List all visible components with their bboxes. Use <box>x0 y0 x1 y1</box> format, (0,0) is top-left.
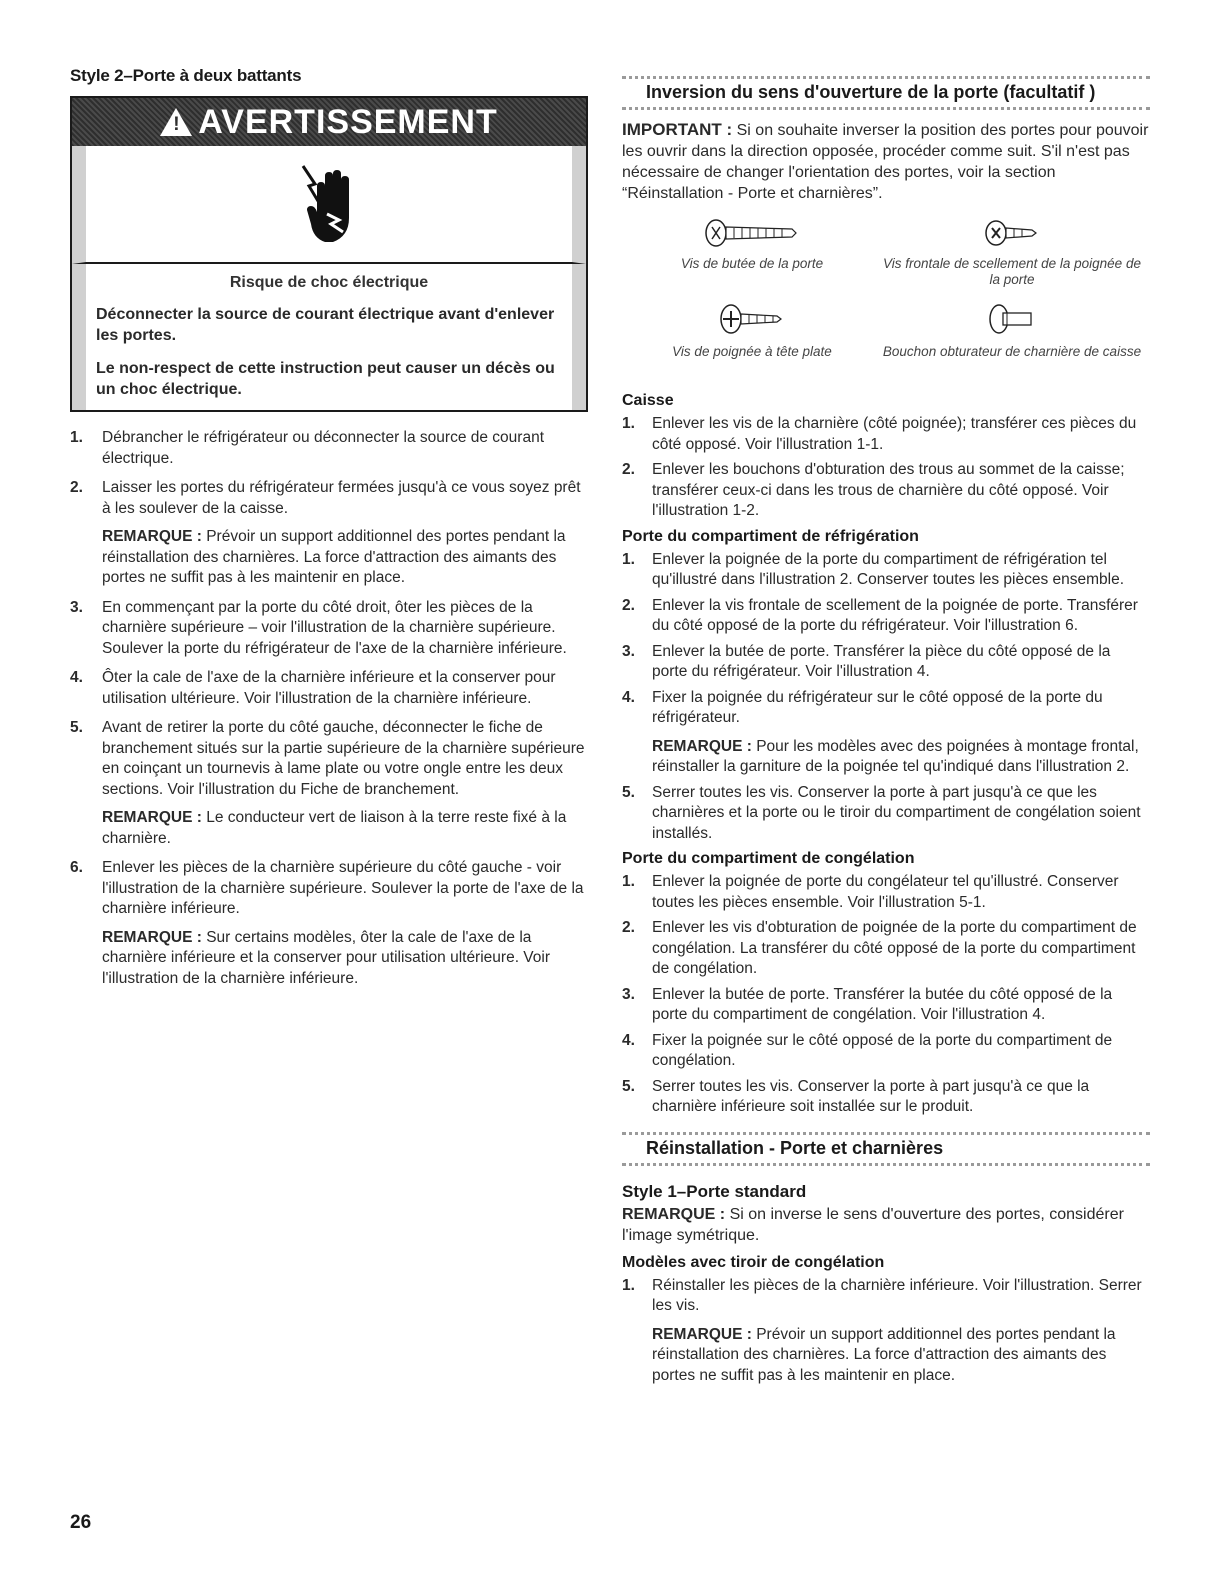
note: REMARQUE : Le conducteur vert de liaison à la terre reste fixé à la charnière. <box>102 809 567 847</box>
left-column <box>70 66 590 998</box>
note: REMARQUE : Prévoir un support additionnel des portes pendant la réinstallation des charnières. La force d'attraction des aimants des portes ne suffit pas à les maintenir en place. <box>102 528 566 586</box>
list-item: 4. Ôter la cale de l'axe de la charnière inférieure et la conserver pour utilisation ultérieure. Voir l'illustration de la charnière inférieure. <box>70 669 556 707</box>
warning-risk: Risque de choc électrique <box>229 274 429 291</box>
section-title-inversion: Inversion du sens d'ouverture de la porte (facultatif ) <box>622 76 1150 110</box>
list-item: 5. Avant de retirer la porte du côté gauche, déconnecter le fiche de branchement situés sur la partie supérieure de la charnière supérieure en coinçant un tournevis à lame plate ou votre ongle entre les deux sections. Voir l'illustration du Fiche de branchement. REMARQUE : Le conducteur vert de liaison à la terre reste fixé à la charnière. <box>70 718 590 849</box>
style-1-heading: Style 1–Porte standard <box>622 1181 807 1201</box>
note: REMARQUE : Prévoir un support additionnel des portes pendant la réinstallation des charnières. La force d'attraction des aimants des portes ne suffit pas à les maintenir en place. <box>652 1325 1116 1384</box>
list-item: 4. Fixer la poignée sur le côté opposé de la porte du compartiment de congélation. <box>622 1031 1113 1069</box>
freezer-door-heading: Porte du compartiment de congélation <box>622 850 915 867</box>
list-item: 1. Enlever la poignée de la porte du compartiment de réfrigération tel qu'illustré dans l'illustration 2. Conserver toutes les pièces ensemble. <box>622 550 1125 588</box>
part-flat-head-screw: Vis de poignée à tête plate <box>622 302 882 386</box>
list-item: 3. Enlever la butée de porte. Transférer la butée du côté opposé de la porte du compartiment de congélation. Voir l'illustration 4. <box>622 985 1113 1023</box>
list-item: 6. Enlever les pièces de la charnière supérieure du côté gauche - voir l'illustration de la charnière supérieure. Soulever la porte de l'axe de la charnière inférieure. REMARQUE : Sur certains modèles, ôter la cale de l'axe de la charnière inférieure et la conserver pour utilisation ultérieure. Voir l'illustration de la charnière inférieure. <box>70 858 590 989</box>
section-title-reinstallation: Réinstallation - Porte et charnières <box>622 1132 1150 1166</box>
important-intro: IMPORTANT : Si on souhaite inverser la position des portes pour pouvoir les ouvrir dans la direction opposée, procéder comme suit. S'il n'est pas nécessaire de changer l'orientation des portes, voir la section “Réinstallation - Porte et charnières”. <box>622 120 1149 202</box>
list-item: 4. Fixer la poignée du réfrigérateur sur le côté opposé de la porte du réfrigérateur. REMARQUE : Pour les modèles avec des poignées à montage frontal, réinstaller la garniture de la poignée tel qu'indiqué dans l'illustration 2. <box>622 688 1150 778</box>
list-item: 2. Laisser les portes du réfrigérateur fermées jusqu'à ce vous soyez prêt à les soulever de la caisse. REMARQUE : Prévoir un support additionnel des portes pendant la réinstallation des charnières. La force d'attraction des aimants des portes ne suffit pas à les maintenir en place. <box>70 478 590 589</box>
freezer-door-steps <box>622 872 1150 1118</box>
refrigeration-door-heading: Porte du compartiment de réfrigération <box>622 527 919 545</box>
door-stop-screw-icon <box>702 218 802 248</box>
style-1-note: REMARQUE : Si on inverse le sens d'ouverture des portes, considérer l'image symétrique. <box>622 1205 1124 1244</box>
note: REMARQUE : Sur certains modèles, ôter la cale de l'axe de la charnière inférieure et la conserver pour utilisation ultérieure. Voir l'illustration de la charnière inférieure. <box>102 928 551 987</box>
part-door-stop-screw: Vis de butée de la porte <box>622 218 882 302</box>
door-removal-steps <box>70 428 590 989</box>
list-item: 2. Enlever la vis frontale de scellement de la poignée de porte. Transférer du côté opposé de la porte du réfrigérateur. Voir l'illustration 6. <box>622 596 1138 634</box>
list-item: 1. Débrancher le réfrigérateur ou déconnecter la source de courant électrique. <box>70 429 545 467</box>
warning-header <box>72 98 586 146</box>
flat-head-screw-icon <box>717 302 787 336</box>
part-hinge-plug: Bouchon obturateur de charnière de caisse <box>882 302 1142 386</box>
warning-triangle-icon <box>160 108 192 136</box>
caisse-steps <box>622 414 1150 522</box>
warning-consequence: Le non-respect de cette instruction peut causer un décès ou un choc électrique. <box>96 360 555 398</box>
list-item: 5. Serrer toutes les vis. Conserver la porte à part jusqu'à ce que les charnières et la porte ou le tiroir du compartiment de congélation soient installés. <box>622 783 1141 842</box>
list-item: 3. Enlever la butée de porte. Transférer la pièce du côté opposé de la porte du réfrigérateur. Voir l'illustration 4. <box>622 642 1111 680</box>
list-item: 5. Serrer toutes les vis. Conserver la porte à part jusqu'à ce que la charnière inférieure soit installée sur le produit. <box>622 1077 1090 1115</box>
list-item: 2. Enlever les vis d'obturation de poignée de la porte du compartiment de congélation. La transférer du côté opposé de la porte du compartiment de congélation. <box>622 919 1137 977</box>
part-handle-seal-screw: Vis frontale de scellement de la poignée de la porte <box>882 218 1142 302</box>
style-2-heading: Style 2–Porte à deux battants <box>70 66 302 85</box>
warning-instruction: Déconnecter la source de courant électrique avant d'enlever les portes. <box>96 306 555 344</box>
list-item: 1. Enlever les vis de la charnière (côté poignée); transférer ces pièces du côté opposé. Voir l'illustration 1-1. <box>622 415 1137 453</box>
right-column <box>622 76 1150 1391</box>
note: REMARQUE : Pour les modèles avec des poignées à montage frontal, réinstaller la garniture de la poignée tel qu'indiqué dans l'illustration 2. <box>652 737 1139 775</box>
seal-screw-icon <box>982 218 1042 248</box>
shock-hazard-area <box>72 146 586 264</box>
list-item: 2. Enlever les bouchons d'obturation des trous au sommet de la caisse; transférer ceux-ci dans les trous de charnière du côté opposé. Voir l'illustration 1-2. <box>622 461 1125 519</box>
list-item: 1. Réinstaller les pièces de la charnière inférieure. Voir l'illustration. Serrer les vis. REMARQUE : Prévoir un support additionnel des portes pendant la réinstallation des charnières. La force d'attraction des aimants des portes ne suffit pas à les maintenir en place. <box>622 1276 1150 1387</box>
freezer-drawer-steps <box>622 1276 1150 1387</box>
refrigeration-door-steps <box>622 550 1150 845</box>
hinge-plug-icon <box>987 302 1037 336</box>
warning-box <box>70 96 588 412</box>
warning-title: AVERTISSEMENT <box>198 102 498 141</box>
warning-body <box>72 264 586 410</box>
parts-illustrations <box>622 218 1150 386</box>
electric-shock-hand-icon <box>299 162 359 246</box>
page-number: 26 <box>70 1512 92 1533</box>
freezer-drawer-models-heading: Modèles avec tiroir de congélation <box>622 1253 885 1271</box>
caisse-heading: Caisse <box>622 392 674 409</box>
list-item: 1. Enlever la poignée de porte du congélateur tel qu'illustré. Conserver toutes les pièces ensemble. Voir l'illustration 5-1. <box>622 873 1119 911</box>
list-item: 3. En commençant par la porte du côté droit, ôter les pièces de la charnière supérieure – voir l'illustration de la charnière supérieure. Soulever la porte du réfrigérateur de l'axe de la charnière inférieure. <box>70 598 567 657</box>
